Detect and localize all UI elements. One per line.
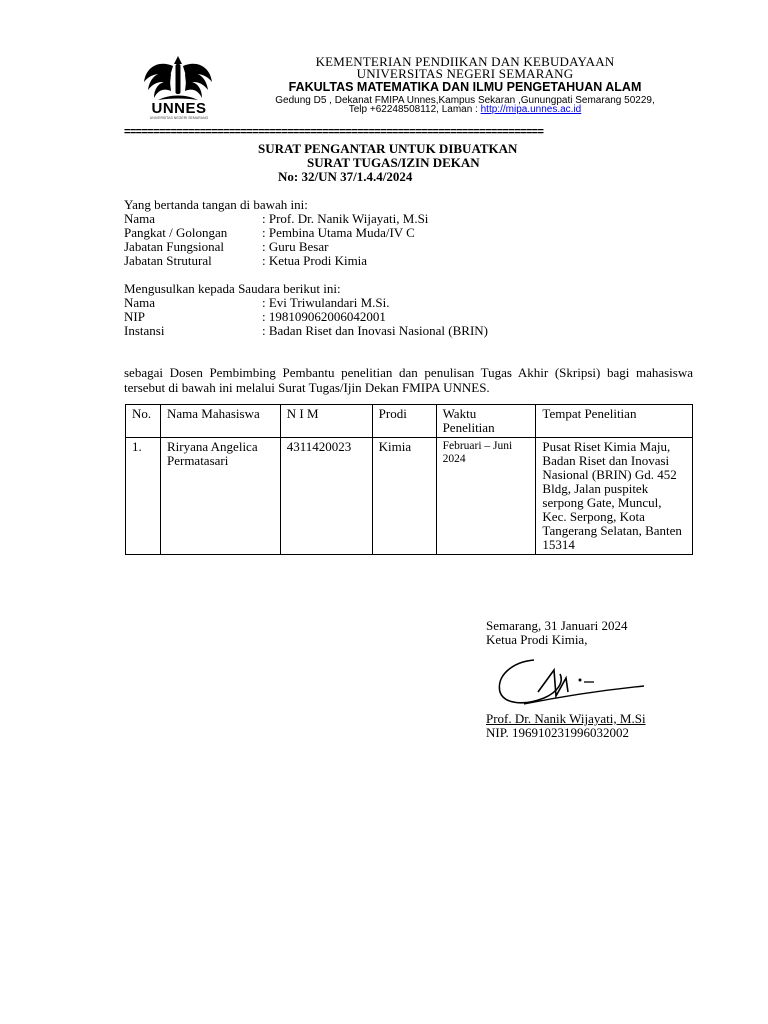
letter-title-line2: SURAT TUGAS/IZIN DEKAN xyxy=(307,155,480,170)
table-row xyxy=(126,438,693,555)
signer-intro: Yang bertanda tangan di bawah ini: xyxy=(124,197,308,212)
body-paragraph: sebagai Dosen Pembimbing Pembantu penelitian dan penulisan Tugas Akhir (Skripsi) bagi mahasiswa tersebut di bawah ini melalui Surat Tugas/Ijin Dekan FMIPA UNNES. xyxy=(124,365,693,395)
contact-prefix: Telp +62248508112, Laman : xyxy=(348,104,481,115)
cell-period: Februari – Juni 2024 xyxy=(436,438,536,555)
letter-number: No: 32/UN 37/1.4.4/2024 xyxy=(278,169,413,184)
cell-location: Pusat Riset Kimia Maju, Badan Riset dan Inovasi Nasional (BRIN) Gd. 452 Bldg, Jalan puspitek serpong Gate, Muncul, Kec. Serpong, Kota Tangerang Selatan, Banten 15314 xyxy=(536,438,693,555)
proposed-value-institution: : Badan Riset dan Inovasi Nasional (BRIN) xyxy=(262,323,489,338)
header-period: Waktu Penelitian xyxy=(436,405,536,438)
signer-label-structural: Jabatan Strutural xyxy=(124,253,212,268)
signer-nip: NIP. 196910231996032002 xyxy=(486,725,630,740)
header-student-name: Nama Mahasiswa xyxy=(160,405,280,438)
signer-value-functional: : Guru Besar xyxy=(262,239,329,254)
university-name: UNIVERSITAS NEGERI SEMARANG xyxy=(356,66,574,81)
signer-value-name: : Prof. Dr. Nanik Wijayati, M.Si xyxy=(262,211,429,226)
cell-student-name: Riryana Angelica Permatasari xyxy=(160,438,280,555)
header-nim: N I M xyxy=(280,405,372,438)
student-table xyxy=(125,404,693,555)
faculty-address: Gedung D5 , Dekanat FMIPA Unnes,Kampus Sekaran ,Gunungpati Semarang 50229, xyxy=(275,95,655,106)
ministry-name: KEMENTERIAN PENDIIKAN DAN KEBUDAYAAN xyxy=(315,54,615,69)
cell-nim: 4311420023 xyxy=(280,438,372,555)
signer-label-functional: Jabatan Fungsional xyxy=(124,239,225,254)
website-link[interactable]: http://mipa.unnes.ac.id xyxy=(480,104,582,115)
proposed-intro: Mengusulkan kepada Saudara berikut ini: xyxy=(124,281,341,296)
proposed-label-name: Nama xyxy=(124,295,156,310)
cell-no: 1. xyxy=(126,438,161,555)
logo-wordmark: UNNES xyxy=(151,100,207,117)
signer-value-structural: : Ketua Prodi Kimia xyxy=(262,253,368,268)
signer-position: Ketua Prodi Kimia, xyxy=(486,632,588,647)
proposed-value-name: : Evi Triwulandari M.Si. xyxy=(262,295,390,310)
place-date: Semarang, 31 Januari 2024 xyxy=(486,618,628,633)
faculty-contact xyxy=(230,104,700,115)
header-separator: ======================================================================== xyxy=(124,126,544,138)
signer-label-name: Nama xyxy=(124,211,156,226)
letter-title-line1: SURAT PENGANTAR UNTUK DIBUATKAN xyxy=(258,141,518,156)
header-location: Tempat Penelitian xyxy=(536,405,693,438)
cell-program: Kimia xyxy=(372,438,436,555)
proposed-value-nip: : 198109062006042001 xyxy=(262,309,386,324)
logo-subtext: UNIVERSITAS NEGERI SEMARANG xyxy=(149,116,209,120)
signer-value-rank: : Pembina Utama Muda/IV C xyxy=(262,225,415,240)
table-header-row xyxy=(126,405,693,438)
handwritten-signature-icon xyxy=(494,652,654,712)
faculty-name: FAKULTAS MATEMATIKA DAN ILMU PENGETAHUAN ALAM xyxy=(288,80,642,94)
signer-label-rank: Pangkat / Golongan xyxy=(124,225,228,240)
signer-name: Prof. Dr. Nanik Wijayati, M.Si xyxy=(486,711,646,726)
proposed-label-nip: NIP xyxy=(124,309,145,324)
proposed-label-institution: Instansi xyxy=(124,323,165,338)
header-program: Prodi xyxy=(372,405,436,438)
header-no: No. xyxy=(126,405,161,438)
